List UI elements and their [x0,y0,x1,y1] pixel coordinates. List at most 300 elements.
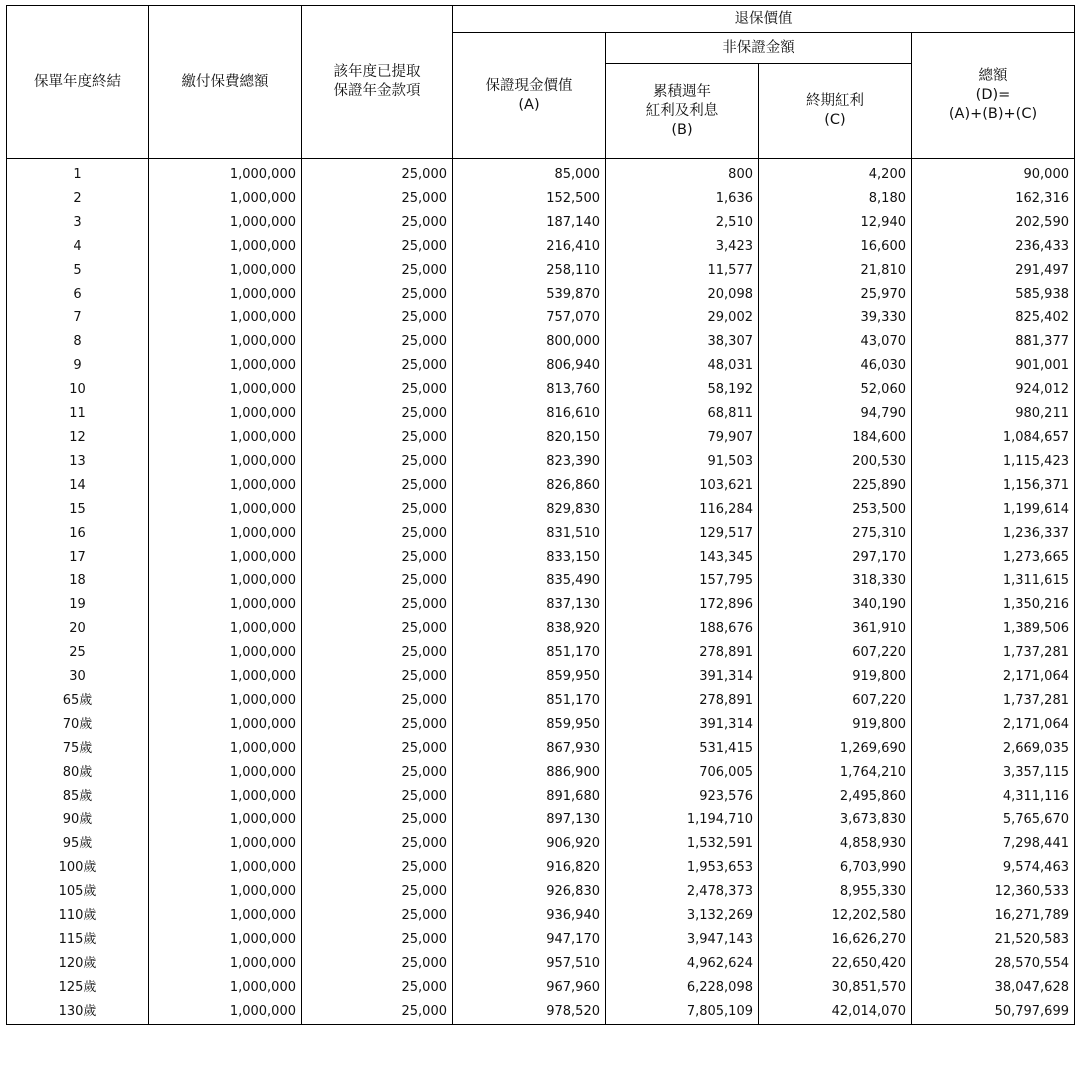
cell-guaranteed-cash: 829,830 [453,498,606,522]
table-row [7,928,1075,952]
cell-guaranteed-cash: 816,610 [453,402,606,426]
cell-total: 1,350,216 [912,593,1075,617]
cell-total: 1,737,281 [912,641,1075,665]
table-row [7,713,1075,737]
cell-year: 12 [7,426,149,450]
cell-total: 50,797,699 [912,1000,1075,1024]
table-row [7,211,1075,235]
cell-accum-dividends: 7,805,109 [606,1000,759,1024]
cell-accum-dividends: 188,676 [606,617,759,641]
cell-terminal-bonus: 12,940 [759,211,912,235]
cell-total: 924,012 [912,378,1075,402]
cell-total-premium: 1,000,000 [149,880,302,904]
cell-withdrawn: 25,000 [302,546,453,570]
cell-accum-dividends: 91,503 [606,450,759,474]
table-row [7,450,1075,474]
cell-total-premium: 1,000,000 [149,235,302,259]
cell-withdrawn: 25,000 [302,378,453,402]
cell-total-premium: 1,000,000 [149,378,302,402]
cell-accum-dividends: 79,907 [606,426,759,450]
cell-total: 2,669,035 [912,737,1075,761]
cell-terminal-bonus: 919,800 [759,713,912,737]
cell-total-premium: 1,000,000 [149,259,302,283]
cell-total: 1,273,665 [912,546,1075,570]
table-row [7,187,1075,211]
cell-accum-dividends: 1,194,710 [606,808,759,832]
cell-accum-dividends: 800 [606,159,759,187]
cell-withdrawn: 25,000 [302,928,453,952]
cell-accum-dividends: 143,345 [606,546,759,570]
cell-year: 85歲 [7,785,149,809]
cell-guaranteed-cash: 835,490 [453,569,606,593]
table-row [7,498,1075,522]
cell-accum-dividends: 391,314 [606,713,759,737]
cell-total: 12,360,533 [912,880,1075,904]
cell-total: 881,377 [912,330,1075,354]
table-row [7,474,1075,498]
cell-terminal-bonus: 6,703,990 [759,856,912,880]
table-row [7,259,1075,283]
cell-guaranteed-cash: 957,510 [453,952,606,976]
cell-accum-dividends: 157,795 [606,569,759,593]
cell-total-premium: 1,000,000 [149,546,302,570]
cell-accum-dividends: 2,510 [606,211,759,235]
cell-year: 90歲 [7,808,149,832]
header-terminal-bonus: 終期紅利 (C) [759,64,912,159]
cell-total: 901,001 [912,354,1075,378]
cell-total-premium: 1,000,000 [149,306,302,330]
surrender-value-table [6,5,1075,1025]
cell-withdrawn: 25,000 [302,904,453,928]
table-row [7,306,1075,330]
cell-accum-dividends: 58,192 [606,378,759,402]
cell-total-premium: 1,000,000 [149,450,302,474]
table-row [7,952,1075,976]
cell-guaranteed-cash: 897,130 [453,808,606,832]
cell-total-premium: 1,000,000 [149,808,302,832]
cell-total-premium: 1,000,000 [149,187,302,211]
cell-terminal-bonus: 225,890 [759,474,912,498]
cell-guaranteed-cash: 85,000 [453,159,606,187]
cell-total-premium: 1,000,000 [149,593,302,617]
cell-total: 236,433 [912,235,1075,259]
cell-guaranteed-cash: 926,830 [453,880,606,904]
cell-accum-dividends: 20,098 [606,283,759,307]
cell-guaranteed-cash: 258,110 [453,259,606,283]
cell-total: 28,570,554 [912,952,1075,976]
cell-withdrawn: 25,000 [302,665,453,689]
cell-terminal-bonus: 52,060 [759,378,912,402]
cell-withdrawn: 25,000 [302,641,453,665]
cell-total: 9,574,463 [912,856,1075,880]
cell-withdrawn: 25,000 [302,785,453,809]
cell-withdrawn: 25,000 [302,832,453,856]
cell-accum-dividends: 38,307 [606,330,759,354]
cell-guaranteed-cash: 757,070 [453,306,606,330]
cell-guaranteed-cash: 886,900 [453,761,606,785]
cell-total-premium: 1,000,000 [149,569,302,593]
cell-guaranteed-cash: 859,950 [453,713,606,737]
cell-withdrawn: 25,000 [302,402,453,426]
cell-total: 162,316 [912,187,1075,211]
table-row [7,569,1075,593]
cell-year: 7 [7,306,149,330]
cell-total-premium: 1,000,000 [149,689,302,713]
cell-total-premium: 1,000,000 [149,211,302,235]
cell-total: 21,520,583 [912,928,1075,952]
cell-terminal-bonus: 4,200 [759,159,912,187]
cell-withdrawn: 25,000 [302,498,453,522]
cell-withdrawn: 25,000 [302,211,453,235]
cell-year: 120歲 [7,952,149,976]
cell-withdrawn: 25,000 [302,426,453,450]
cell-accum-dividends: 4,962,624 [606,952,759,976]
cell-total-premium: 1,000,000 [149,928,302,952]
cell-guaranteed-cash: 837,130 [453,593,606,617]
table-row [7,330,1075,354]
cell-guaranteed-cash: 820,150 [453,426,606,450]
header-surrender-value: 退保價值 [453,6,1075,33]
cell-terminal-bonus: 607,220 [759,641,912,665]
cell-guaranteed-cash: 838,920 [453,617,606,641]
cell-withdrawn: 25,000 [302,235,453,259]
cell-year: 6 [7,283,149,307]
table-row [7,283,1075,307]
cell-withdrawn: 25,000 [302,306,453,330]
cell-guaranteed-cash: 813,760 [453,378,606,402]
cell-terminal-bonus: 200,530 [759,450,912,474]
cell-year: 13 [7,450,149,474]
cell-guaranteed-cash: 806,940 [453,354,606,378]
cell-total-premium: 1,000,000 [149,761,302,785]
cell-terminal-bonus: 318,330 [759,569,912,593]
cell-terminal-bonus: 2,495,860 [759,785,912,809]
cell-total-premium: 1,000,000 [149,952,302,976]
cell-withdrawn: 25,000 [302,593,453,617]
cell-accum-dividends: 1,953,653 [606,856,759,880]
cell-terminal-bonus: 607,220 [759,689,912,713]
cell-guaranteed-cash: 800,000 [453,330,606,354]
cell-withdrawn: 25,000 [302,330,453,354]
cell-accum-dividends: 2,478,373 [606,880,759,904]
cell-withdrawn: 25,000 [302,354,453,378]
cell-withdrawn: 25,000 [302,283,453,307]
cell-year: 9 [7,354,149,378]
cell-year: 30 [7,665,149,689]
cell-terminal-bonus: 39,330 [759,306,912,330]
cell-total: 825,402 [912,306,1075,330]
cell-total-premium: 1,000,000 [149,426,302,450]
cell-accum-dividends: 29,002 [606,306,759,330]
cell-total: 1,115,423 [912,450,1075,474]
cell-total-premium: 1,000,000 [149,737,302,761]
cell-accum-dividends: 3,947,143 [606,928,759,952]
table-row [7,689,1075,713]
cell-withdrawn: 25,000 [302,737,453,761]
cell-terminal-bonus: 275,310 [759,522,912,546]
cell-total-premium: 1,000,000 [149,665,302,689]
cell-year: 75歲 [7,737,149,761]
cell-total-premium: 1,000,000 [149,354,302,378]
cell-guaranteed-cash: 867,930 [453,737,606,761]
cell-year: 70歲 [7,713,149,737]
cell-withdrawn: 25,000 [302,617,453,641]
table-row [7,522,1075,546]
table-row [7,159,1075,187]
cell-year: 8 [7,330,149,354]
cell-year: 3 [7,211,149,235]
cell-terminal-bonus: 16,626,270 [759,928,912,952]
table-body [7,159,1075,1025]
table-row [7,641,1075,665]
cell-accum-dividends: 391,314 [606,665,759,689]
cell-withdrawn: 25,000 [302,1000,453,1024]
cell-total: 2,171,064 [912,665,1075,689]
cell-year: 105歲 [7,880,149,904]
cell-total-premium: 1,000,000 [149,832,302,856]
table-row [7,354,1075,378]
cell-guaranteed-cash: 978,520 [453,1000,606,1024]
cell-total: 291,497 [912,259,1075,283]
cell-year: 15 [7,498,149,522]
cell-withdrawn: 25,000 [302,474,453,498]
cell-withdrawn: 25,000 [302,159,453,187]
cell-year: 25 [7,641,149,665]
cell-guaranteed-cash: 187,140 [453,211,606,235]
header-total: 總額 (D)= (A)+(B)+(C) [912,33,1075,159]
cell-total-premium: 1,000,000 [149,713,302,737]
table-row [7,785,1075,809]
cell-guaranteed-cash: 967,960 [453,976,606,1000]
cell-year: 65歲 [7,689,149,713]
cell-withdrawn: 25,000 [302,187,453,211]
cell-year: 110歲 [7,904,149,928]
cell-guaranteed-cash: 851,170 [453,641,606,665]
cell-total: 2,171,064 [912,713,1075,737]
cell-guaranteed-cash: 831,510 [453,522,606,546]
cell-year: 95歲 [7,832,149,856]
cell-accum-dividends: 706,005 [606,761,759,785]
cell-total-premium: 1,000,000 [149,402,302,426]
cell-guaranteed-cash: 826,860 [453,474,606,498]
cell-total-premium: 1,000,000 [149,283,302,307]
header-non-guaranteed: 非保證金額 [606,33,912,64]
cell-withdrawn: 25,000 [302,450,453,474]
cell-withdrawn: 25,000 [302,259,453,283]
cell-year: 100歲 [7,856,149,880]
cell-year: 4 [7,235,149,259]
cell-total-premium: 1,000,000 [149,785,302,809]
cell-terminal-bonus: 8,180 [759,187,912,211]
cell-year: 80歲 [7,761,149,785]
table-row [7,808,1075,832]
table-row [7,426,1075,450]
cell-accum-dividends: 1,532,591 [606,832,759,856]
cell-terminal-bonus: 12,202,580 [759,904,912,928]
cell-withdrawn: 25,000 [302,976,453,1000]
cell-terminal-bonus: 8,955,330 [759,880,912,904]
header-policy-year-end: 保單年度終結 [7,6,149,159]
cell-withdrawn: 25,000 [302,880,453,904]
cell-total-premium: 1,000,000 [149,498,302,522]
cell-terminal-bonus: 1,764,210 [759,761,912,785]
cell-accum-dividends: 68,811 [606,402,759,426]
table-row [7,1000,1075,1024]
cell-accum-dividends: 278,891 [606,641,759,665]
cell-total: 16,271,789 [912,904,1075,928]
cell-withdrawn: 25,000 [302,689,453,713]
cell-year: 115歲 [7,928,149,952]
cell-year: 125歲 [7,976,149,1000]
cell-total: 1,311,615 [912,569,1075,593]
cell-accum-dividends: 3,132,269 [606,904,759,928]
cell-total: 4,311,116 [912,785,1075,809]
cell-total-premium: 1,000,000 [149,641,302,665]
cell-accum-dividends: 1,636 [606,187,759,211]
cell-terminal-bonus: 340,190 [759,593,912,617]
cell-total-premium: 1,000,000 [149,522,302,546]
cell-guaranteed-cash: 539,870 [453,283,606,307]
cell-accum-dividends: 531,415 [606,737,759,761]
cell-accum-dividends: 48,031 [606,354,759,378]
cell-terminal-bonus: 94,790 [759,402,912,426]
cell-total-premium: 1,000,000 [149,856,302,880]
table-row [7,856,1075,880]
cell-total-premium: 1,000,000 [149,976,302,1000]
cell-terminal-bonus: 919,800 [759,665,912,689]
cell-year: 11 [7,402,149,426]
cell-accum-dividends: 172,896 [606,593,759,617]
table-row [7,402,1075,426]
cell-guaranteed-cash: 936,940 [453,904,606,928]
cell-total: 1,199,614 [912,498,1075,522]
cell-total: 90,000 [912,159,1075,187]
cell-total: 38,047,628 [912,976,1075,1000]
cell-terminal-bonus: 22,650,420 [759,952,912,976]
cell-guaranteed-cash: 851,170 [453,689,606,713]
table-row [7,617,1075,641]
cell-year: 14 [7,474,149,498]
cell-withdrawn: 25,000 [302,569,453,593]
cell-total-premium: 1,000,000 [149,474,302,498]
cell-year: 10 [7,378,149,402]
table-row [7,880,1075,904]
cell-total: 980,211 [912,402,1075,426]
cell-guaranteed-cash: 823,390 [453,450,606,474]
cell-year: 20 [7,617,149,641]
cell-year: 2 [7,187,149,211]
table-row [7,976,1075,1000]
cell-year: 130歲 [7,1000,149,1024]
cell-total: 202,590 [912,211,1075,235]
table-row [7,761,1075,785]
cell-accum-dividends: 103,621 [606,474,759,498]
cell-terminal-bonus: 43,070 [759,330,912,354]
cell-guaranteed-cash: 216,410 [453,235,606,259]
cell-terminal-bonus: 46,030 [759,354,912,378]
cell-total: 585,938 [912,283,1075,307]
cell-guaranteed-cash: 833,150 [453,546,606,570]
cell-terminal-bonus: 3,673,830 [759,808,912,832]
header-accumulated-dividends: 累積週年 紅利及利息 (B) [606,64,759,159]
cell-guaranteed-cash: 916,820 [453,856,606,880]
cell-accum-dividends: 6,228,098 [606,976,759,1000]
table-row [7,665,1075,689]
cell-total-premium: 1,000,000 [149,904,302,928]
cell-withdrawn: 25,000 [302,713,453,737]
cell-withdrawn: 25,000 [302,856,453,880]
cell-year: 16 [7,522,149,546]
cell-terminal-bonus: 4,858,930 [759,832,912,856]
table-row [7,378,1075,402]
cell-guaranteed-cash: 891,680 [453,785,606,809]
table-row [7,235,1075,259]
cell-total-premium: 1,000,000 [149,1000,302,1024]
cell-withdrawn: 25,000 [302,522,453,546]
cell-total: 1,236,337 [912,522,1075,546]
cell-total: 1,389,506 [912,617,1075,641]
cell-terminal-bonus: 1,269,690 [759,737,912,761]
table-row [7,593,1075,617]
cell-total: 1,737,281 [912,689,1075,713]
cell-guaranteed-cash: 859,950 [453,665,606,689]
cell-terminal-bonus: 25,970 [759,283,912,307]
header-guaranteed-cash-value: 保證現金價值 (A) [453,33,606,159]
cell-guaranteed-cash: 947,170 [453,928,606,952]
cell-terminal-bonus: 361,910 [759,617,912,641]
table-row [7,904,1075,928]
cell-year: 18 [7,569,149,593]
table-header [7,6,1075,159]
cell-year: 1 [7,159,149,187]
table-wrapper [6,5,1075,1025]
cell-terminal-bonus: 253,500 [759,498,912,522]
cell-terminal-bonus: 42,014,070 [759,1000,912,1024]
cell-accum-dividends: 3,423 [606,235,759,259]
cell-year: 19 [7,593,149,617]
cell-total-premium: 1,000,000 [149,330,302,354]
cell-terminal-bonus: 184,600 [759,426,912,450]
cell-total-premium: 1,000,000 [149,617,302,641]
cell-accum-dividends: 923,576 [606,785,759,809]
cell-total: 7,298,441 [912,832,1075,856]
table-row [7,737,1075,761]
cell-total: 1,156,371 [912,474,1075,498]
cell-terminal-bonus: 16,600 [759,235,912,259]
table-row [7,832,1075,856]
cell-withdrawn: 25,000 [302,761,453,785]
cell-total: 1,084,657 [912,426,1075,450]
cell-accum-dividends: 116,284 [606,498,759,522]
cell-accum-dividends: 278,891 [606,689,759,713]
cell-total: 5,765,670 [912,808,1075,832]
table-row [7,546,1075,570]
cell-accum-dividends: 129,517 [606,522,759,546]
cell-terminal-bonus: 297,170 [759,546,912,570]
cell-accum-dividends: 11,577 [606,259,759,283]
cell-year: 17 [7,546,149,570]
cell-withdrawn: 25,000 [302,952,453,976]
cell-guaranteed-cash: 906,920 [453,832,606,856]
header-total-premium: 繳付保費總額 [149,6,302,159]
cell-terminal-bonus: 30,851,570 [759,976,912,1000]
cell-total: 3,357,115 [912,761,1075,785]
cell-guaranteed-cash: 152,500 [453,187,606,211]
cell-total-premium: 1,000,000 [149,159,302,187]
cell-year: 5 [7,259,149,283]
cell-withdrawn: 25,000 [302,808,453,832]
cell-terminal-bonus: 21,810 [759,259,912,283]
